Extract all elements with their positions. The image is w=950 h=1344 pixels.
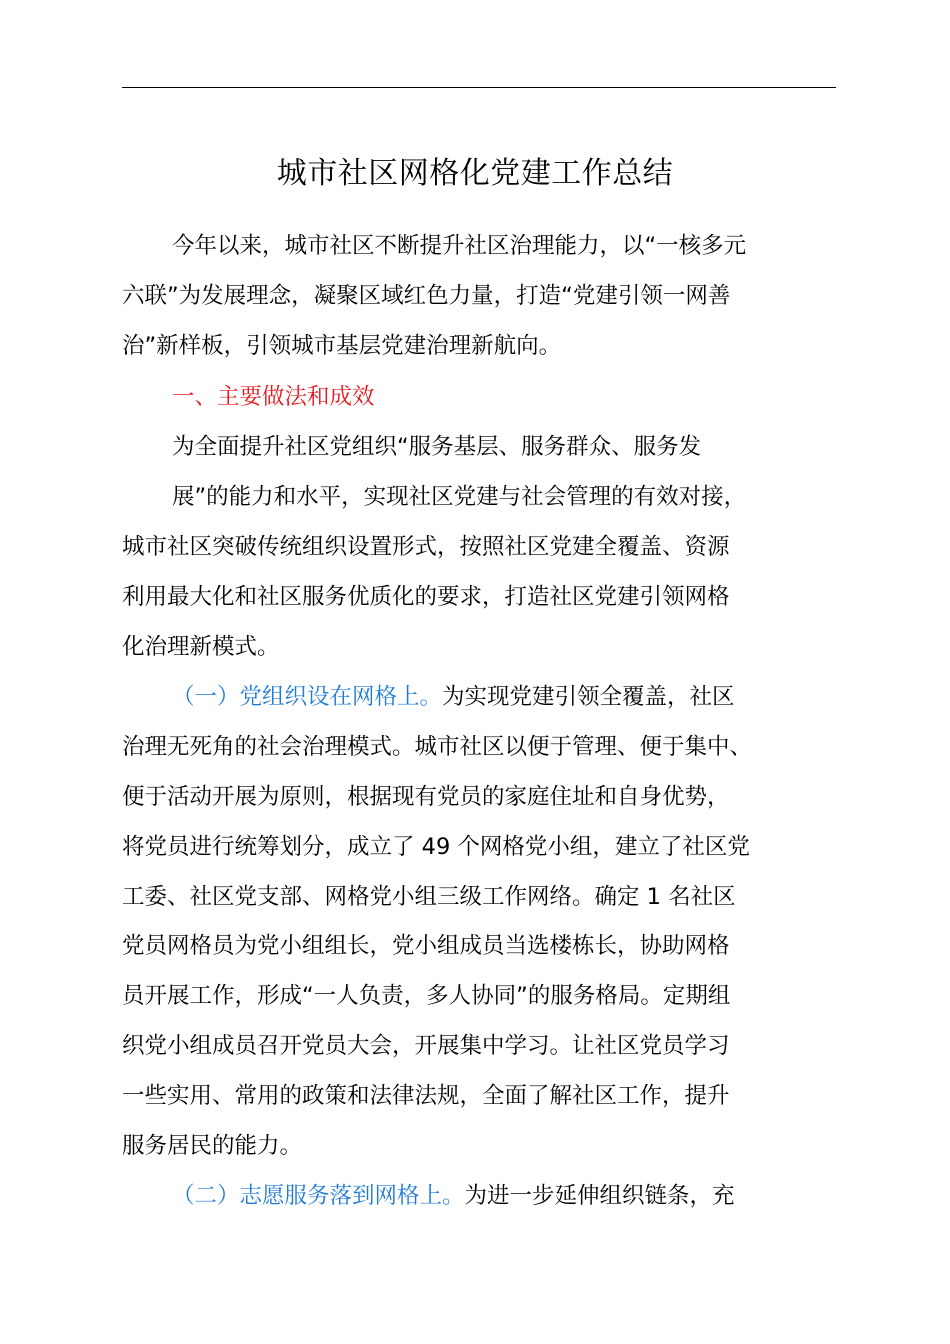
subsection-heading: （一）党组织设在网格上。 — [172, 684, 443, 710]
intro-line: 治”新样板，引领城市基层党建治理新航向。 — [122, 333, 562, 359]
section-line: 城市社区突破传统组织设置形式，按照社区党建全覆盖、资源 — [122, 534, 730, 560]
intro-line: 六联”为发展理念，凝聚区域红色力量，打造“党建引领一网善 — [122, 283, 731, 309]
subsection-text: 为实现党建引领全覆盖，社区 — [442, 684, 735, 710]
subsection-line: 员开展工作，形成“一人负责，多人协同”的服务格局。定期组 — [122, 983, 731, 1009]
subsection-line: 党员网格员为党小组组长，党小组成员当选楼栋长，协助网格 — [122, 933, 730, 959]
subsection-text: 为进一步延伸组织链条，充 — [464, 1183, 735, 1209]
subsection-first-line — [172, 680, 932, 714]
subsection-line: 将党员进行统筹划分，成立了 49 个网格党小组，建立了社区党 — [122, 834, 750, 860]
subsection-line: 服务居民的能力。 — [122, 1133, 303, 1159]
section-line: 利用最大化和社区服务优质化的要求，打造社区党建引领网格 — [122, 584, 730, 610]
section-line: 为全面提升社区党组织“服务基层、服务群众、服务发 — [172, 434, 702, 460]
subsection-heading: （二）志愿服务落到网格上。 — [172, 1183, 465, 1209]
subsection-line: 治理无死角的社会治理模式。城市社区以便于管理、便于集中、 — [122, 734, 753, 760]
subsection-first-line — [172, 1179, 932, 1213]
subsection-line: 工委、社区党支部、网格党小组三级工作网络。确定 1 名社区 — [122, 884, 736, 910]
section-heading: 一、主要做法和成效 — [172, 384, 375, 410]
subsection-line: 便于活动开展为原则，根据现有党员的家庭住址和自身优势， — [122, 784, 730, 810]
subsection-line: 一些实用、常用的政策和法律法规，全面了解社区工作，提升 — [122, 1083, 730, 1109]
intro-line: 今年以来，城市社区不断提升社区治理能力，以“一核多元 — [172, 233, 747, 259]
section-line: 展”的能力和水平，实现社区党建与社会管理的有效对接， — [172, 484, 747, 510]
document-title: 城市社区网格化党建工作总结 — [276, 156, 674, 191]
header-rule — [122, 87, 836, 88]
section-line: 化治理新模式。 — [122, 634, 280, 660]
subsection-line: 织党小组成员召开党员大会，开展集中学习。让社区党员学习 — [122, 1033, 730, 1059]
